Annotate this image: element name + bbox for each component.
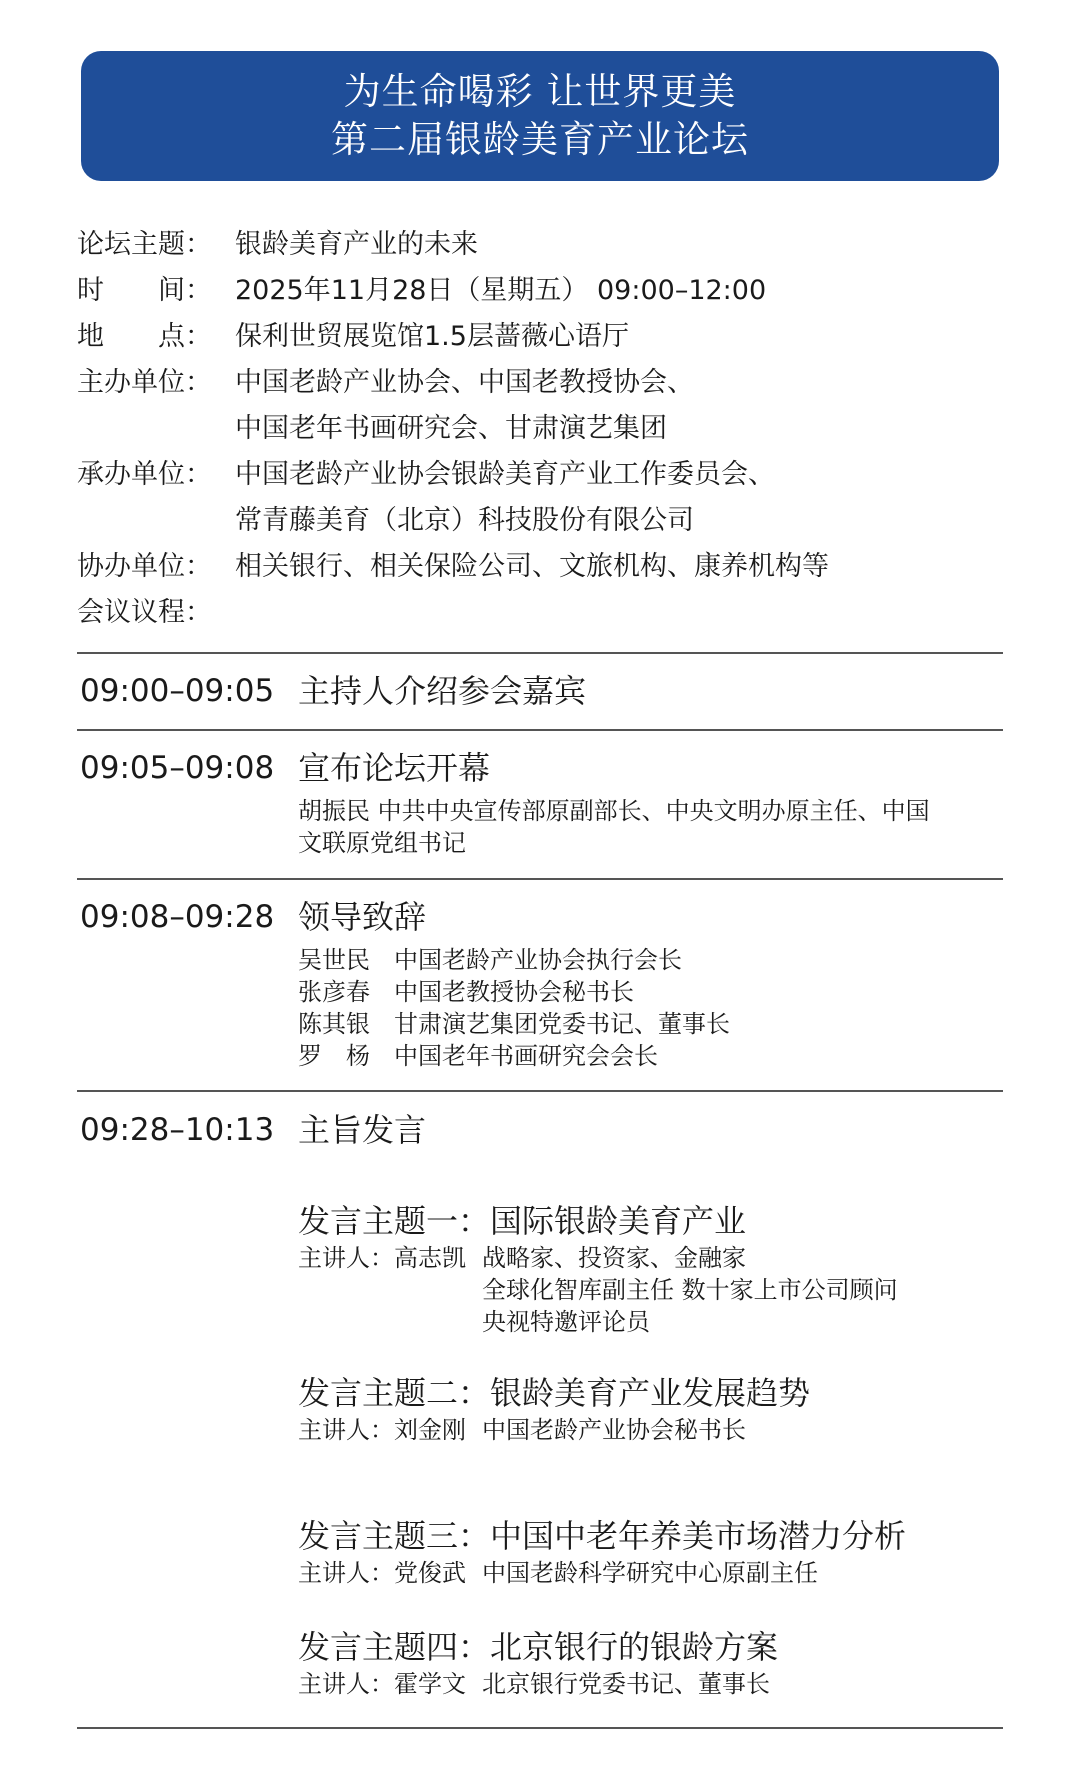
speaker-titles [482,1242,898,1338]
divider [77,1727,1003,1729]
speaker-row [298,1008,1008,1040]
keynote-topic-4 [298,1626,778,1700]
info-row-agenda [77,590,1007,636]
divider [77,652,1003,654]
topic-speaker [298,1668,778,1700]
speaker-name: 霍学文 [394,1670,466,1698]
speaker-row [298,944,1008,976]
detail-line: 文联原党组书记 [298,829,466,857]
topic-title: 发言主题二：银龄美育产业发展趋势 [298,1374,811,1412]
info-label [77,406,235,452]
speaker-role: 中国老年书画研究会会长 [394,1042,658,1070]
session-header [80,1110,426,1150]
info-label: 时 间： [77,275,212,306]
info-value: 常青藤美育（北京）科技股份有限公司 [235,505,694,536]
speaker-label: 主讲人： [298,1559,394,1587]
divider [77,878,1003,880]
info-value: 银龄美育产业的未来 [235,229,478,260]
speaker-titles [482,1668,770,1700]
session-time: 09:00–09:05 [80,673,275,709]
session-time: 09:28–10:13 [80,1112,275,1148]
info-value: 中国老龄产业协会、中国老教授协会、 [235,367,694,398]
topic-title: 发言主题一：国际银龄美育产业 [298,1202,747,1240]
speaker-titles [482,1557,818,1589]
speaker-role: 甘肃演艺集团党委书记、董事长 [394,1010,730,1038]
speaker-label: 主讲人： [298,1244,394,1272]
speaker-name: 陈其银 [298,1010,370,1038]
info-value: 中国老龄产业协会银龄美育产业工作委员会、 [235,459,775,490]
info-row-venue [77,314,1007,360]
session-time: 09:05–09:08 [80,750,275,786]
speaker-name: 党俊武 [394,1559,466,1587]
info-value: 中国老年书画研究会、甘肃演艺集团 [235,413,667,444]
session-title: 宣布论坛开幕 [298,749,491,787]
info-label: 主办单位： [77,367,212,398]
speaker-titles [482,1414,746,1446]
speaker-title-line: 战略家、投资家、金融家 [482,1244,746,1272]
banner-forum-name: 第二届银龄美育产业论坛 [331,118,749,161]
keynote-topic-1 [298,1200,898,1338]
info-value [235,590,1007,636]
info-value: 保利世贸展览馆1.5层蔷薇心语厅 [235,321,629,352]
topic-speaker [298,1557,906,1589]
info-row-time [77,268,1007,314]
speaker-name: 刘金刚 [394,1416,466,1444]
info-label: 会议议程： [77,597,212,628]
forum-info [77,222,1007,636]
keynote-topic-3 [298,1515,906,1589]
speaker-title-line: 北京银行党委书记、董事长 [482,1670,770,1698]
info-label: 地 点： [77,321,212,352]
info-row-organizer [77,452,1007,498]
speaker-title-line: 中国老龄科学研究中心原副主任 [482,1559,818,1587]
speaker-title-line: 央视特邀评论员 [482,1308,650,1336]
session-title: 主持人介绍参会嘉宾 [298,672,587,710]
speaker-name: 吴世民 [298,946,370,974]
info-value: 相关银行、相关保险公司、文旅机构、康养机构等 [235,551,829,582]
speaker-row [298,976,1008,1008]
info-row-host-cont [77,406,1007,452]
session-header [80,748,490,788]
info-row-host [77,360,1007,406]
info-label: 承办单位： [77,459,212,490]
speaker-name: 张彦春 [298,978,370,1006]
topic-title: 发言主题三：中国中老年养美市场潜力分析 [298,1517,907,1555]
divider [77,1090,1003,1092]
speaker-title-line: 全球化智库副主任 数十家上市公司顾问 [482,1276,898,1304]
info-row-co-organizer [77,544,1007,590]
speaker-row [298,1040,1008,1072]
topic-speaker [298,1242,898,1338]
speaker-role: 中国老教授协会秘书长 [394,978,634,1006]
info-row-theme [77,222,1007,268]
info-row-organizer-cont [77,498,1007,544]
topic-speaker [298,1414,810,1446]
detail-line: 胡振民 中共中央宣传部原副部长、中央文明办原主任、中国 [298,797,930,825]
session-header [80,897,426,937]
info-label: 协办单位： [77,551,212,582]
session-detail [298,795,1008,859]
title-banner [81,51,999,181]
banner-slogan: 为生命喝彩 让世界更美 [343,70,737,113]
session-header [80,671,586,711]
speaker-role: 中国老龄产业协会执行会长 [394,946,682,974]
info-label [77,498,235,544]
speaker-name: 罗 杨 [298,1042,370,1070]
info-value: 2025年11月28日（星期五） 09:00–12:00 [235,275,767,306]
topic-title: 发言主题四：北京银行的银龄方案 [298,1628,779,1666]
session-title: 领导致辞 [298,898,427,936]
speaker-label: 主讲人： [298,1670,394,1698]
session-title: 主旨发言 [298,1111,427,1149]
speaker-name: 高志凯 [394,1244,466,1272]
info-label: 论坛主题： [77,229,212,260]
speaker-list [298,944,1008,1072]
speaker-title-line: 中国老龄产业协会秘书长 [482,1416,746,1444]
keynote-topic-2 [298,1372,810,1446]
divider [77,729,1003,731]
session-time: 09:08–09:28 [80,899,275,935]
speaker-label: 主讲人： [298,1416,394,1444]
